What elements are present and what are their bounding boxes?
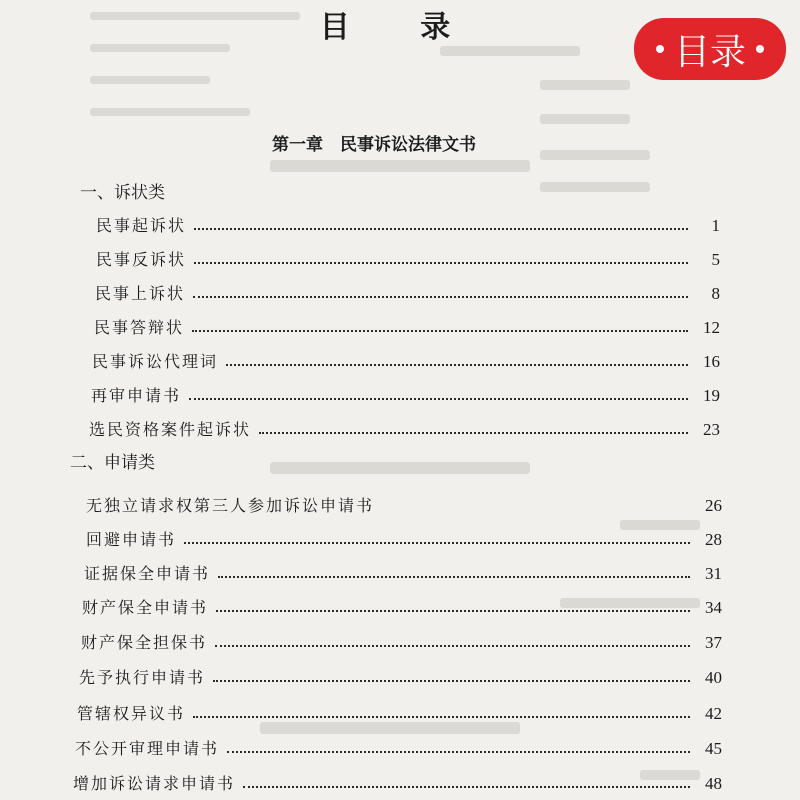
- section-heading-applications: 二、申请类: [70, 453, 155, 473]
- dot-leader: [216, 610, 690, 612]
- toc-entry[interactable]: [77, 698, 722, 724]
- toc-entry-label: 民事反诉状: [96, 250, 187, 269]
- toc-entry-label: 民事诉讼代理词: [92, 352, 219, 371]
- dot-leader: [193, 296, 688, 298]
- toc-entry-label: 财产保全申请书: [82, 598, 209, 617]
- toc-entry[interactable]: [91, 380, 720, 406]
- dot-leader: [193, 716, 690, 718]
- dot-leader: [189, 398, 688, 400]
- toc-entry[interactable]: [79, 662, 722, 688]
- toc-entry[interactable]: [86, 524, 722, 550]
- dot-leader: [218, 576, 690, 578]
- dot-leader: [194, 228, 688, 230]
- toc-entry[interactable]: [84, 558, 722, 584]
- toc-entry[interactable]: [96, 210, 720, 236]
- toc-entry[interactable]: [81, 627, 722, 653]
- toc-entry-page: 1: [711, 216, 720, 235]
- toc-entry-label: 证据保全申请书: [84, 564, 211, 583]
- toc-entry-label: 不公开审理申请书: [75, 739, 220, 758]
- toc-entry-label: 无独立请求权第三人参加诉讼申请书: [86, 496, 375, 515]
- toc-badge: [634, 18, 786, 80]
- toc-entry-page: 5: [711, 250, 720, 269]
- dot-leader: [259, 432, 688, 434]
- badge-dot-right: [756, 45, 764, 53]
- toc-entry[interactable]: [89, 414, 720, 440]
- page-title: 目 录: [319, 10, 481, 45]
- toc-entry-page: 48: [705, 774, 722, 793]
- toc-entry-page: 37: [705, 633, 722, 652]
- toc-entry[interactable]: [82, 592, 722, 618]
- toc-entry[interactable]: [75, 733, 722, 759]
- dot-leader: [192, 330, 688, 332]
- toc-entry-label: 增加诉讼请求申请书: [73, 774, 236, 793]
- toc-entry-page: 26: [705, 496, 722, 515]
- toc-entry-page: 45: [705, 739, 722, 758]
- badge-label: 目录: [673, 31, 746, 73]
- toc-entry-label: 再审申请书: [91, 386, 182, 405]
- dot-leader: [227, 751, 690, 753]
- toc-entry-label: 民事起诉状: [96, 216, 187, 235]
- toc-entry-label: 先予执行申请书: [79, 668, 206, 687]
- chapter-heading: 第一章 民事诉讼法律文书: [272, 135, 476, 155]
- toc-entry-page: 12: [703, 318, 720, 337]
- toc-entry-label: 民事答辩状: [94, 318, 185, 337]
- toc-entry-label: 民事上诉状: [95, 284, 186, 303]
- toc-entry-label: 回避申请书: [86, 530, 177, 549]
- toc-entry-page: 19: [703, 386, 720, 405]
- toc-entry-label: 管辖权异议书: [77, 704, 186, 723]
- toc-entry-label: 选民资格案件起诉状: [89, 420, 252, 439]
- section-heading-complaints: 一、诉状类: [80, 183, 165, 203]
- dot-leader: [215, 645, 690, 647]
- toc-entry[interactable]: [73, 768, 722, 794]
- toc-entry-page: 23: [703, 420, 720, 439]
- toc-entry-page: 31: [705, 564, 722, 583]
- toc-entry-page: 8: [711, 284, 720, 303]
- toc-entry-page: 40: [705, 668, 722, 687]
- toc-entry[interactable]: [94, 312, 720, 338]
- toc-entry[interactable]: [92, 346, 720, 372]
- dot-leader: [184, 542, 690, 544]
- badge-dot-left: [656, 45, 664, 53]
- dot-leader: [194, 262, 688, 264]
- toc-entry-page: 16: [703, 352, 720, 371]
- toc-entry[interactable]: [95, 278, 720, 304]
- dot-leader: [226, 364, 688, 366]
- toc-entry-page: 34: [705, 598, 722, 617]
- dot-leader: [243, 786, 690, 788]
- toc-entry[interactable]: [96, 244, 720, 270]
- dot-leader: [213, 680, 690, 682]
- toc-entry[interactable]: [86, 490, 722, 516]
- toc-entry-page: 42: [705, 704, 722, 723]
- toc-entry-label: 财产保全担保书: [81, 633, 208, 652]
- toc-entry-page: 28: [705, 530, 722, 549]
